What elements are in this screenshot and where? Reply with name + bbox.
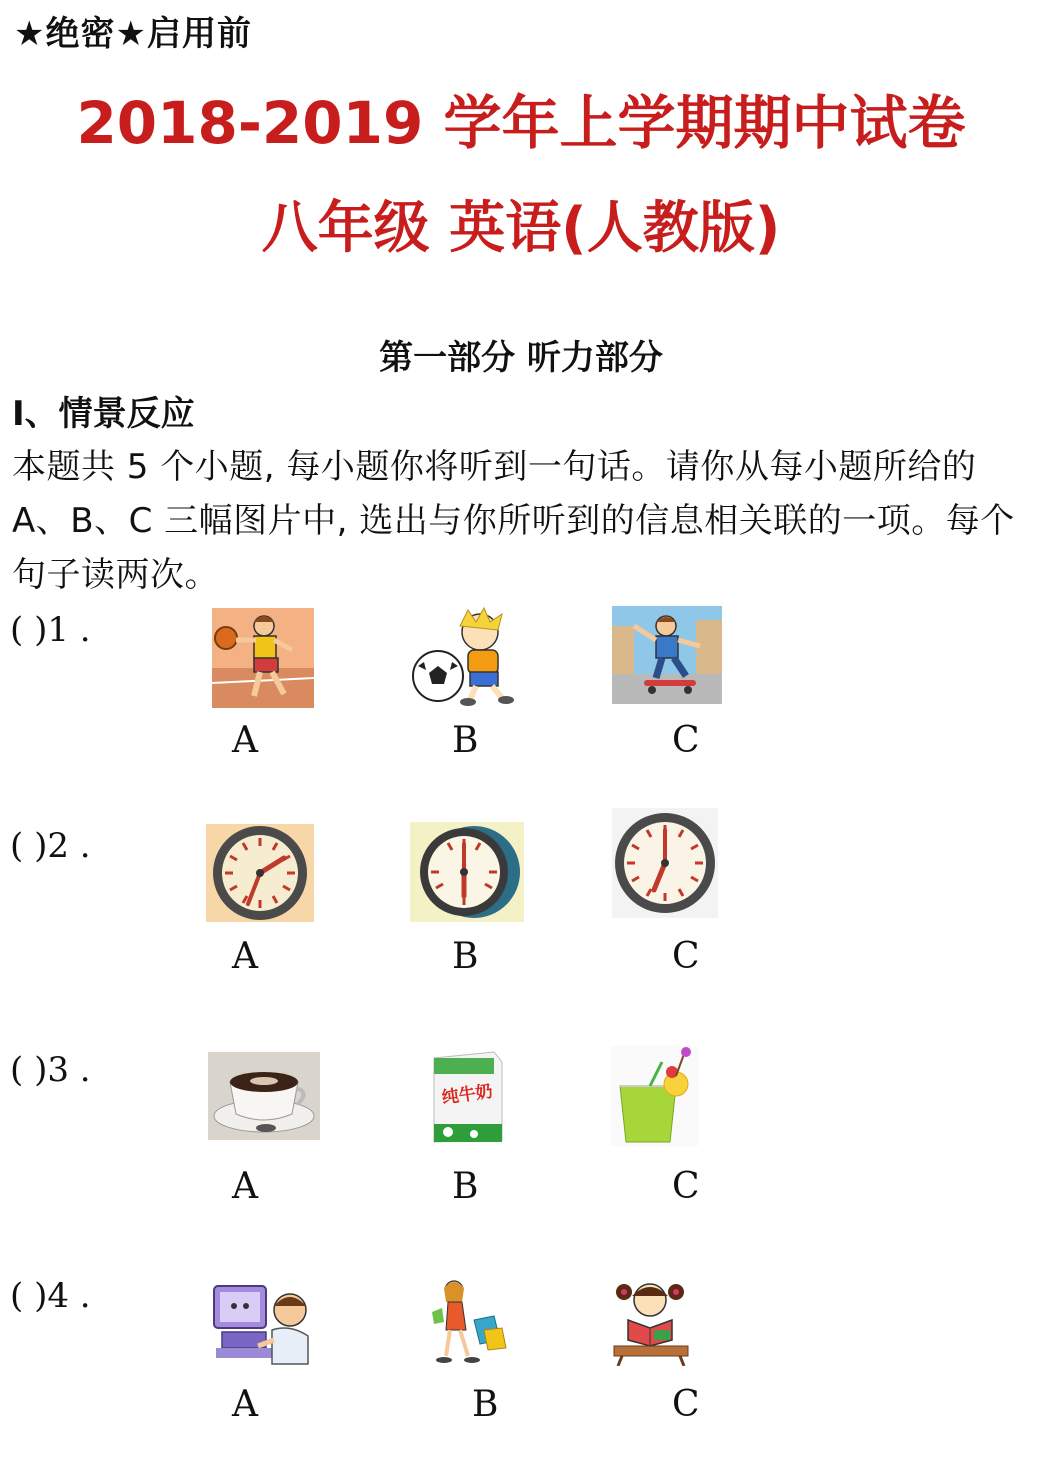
confidential-label: ★绝密★启用前 — [14, 14, 252, 54]
exam-subtitle: 八年级 英语(人教版) — [261, 196, 781, 261]
section-title: I、情景反应 — [12, 394, 195, 434]
question-label: ( )3 . — [10, 1050, 91, 1090]
question-4 — [0, 1272, 1042, 1472]
coffee-cup-icon — [208, 1052, 320, 1140]
option-letter: B — [472, 1384, 499, 1425]
option-letter: C — [672, 1166, 700, 1207]
basketball-player-icon — [212, 608, 314, 708]
option-letter: A — [232, 1384, 258, 1425]
question-1 — [0, 606, 1042, 806]
question-label: ( )4 . — [10, 1276, 91, 1316]
question-3 — [0, 1046, 1042, 1246]
option-letter: A — [232, 1166, 258, 1207]
juice-glass-icon — [610, 1046, 698, 1146]
clock-icon — [410, 822, 524, 922]
option-letter: B — [452, 1166, 479, 1207]
option-letter: A — [232, 936, 258, 977]
option-letter: B — [452, 936, 479, 977]
part-title: 第一部分 听力部分 — [379, 338, 663, 378]
milk-carton-icon — [430, 1048, 506, 1144]
soccer-boy-icon — [410, 606, 525, 706]
computer-user-icon — [210, 1280, 314, 1368]
exam-title: 2018-2019 学年上学期期中试卷 — [76, 89, 966, 157]
option-letter: A — [232, 720, 258, 761]
skateboarder-icon — [612, 606, 722, 704]
section-instructions: 本题共 5 个小题, 每小题你将听到一句话。请你从每小题所给的 A、B、C 三幅图片中, 选出与你所听到的信息相关联的一项。每个句子读两次。 — [12, 447, 1015, 595]
clock-icon — [206, 824, 314, 922]
question-label: ( )1 . — [10, 610, 91, 650]
reading-girl-icon — [610, 1276, 692, 1366]
option-letter: B — [452, 720, 479, 761]
shopping-woman-icon — [428, 1278, 510, 1366]
option-letter: C — [672, 1384, 700, 1425]
question-label: ( )2 . — [10, 826, 91, 866]
option-letter: C — [672, 936, 700, 977]
milk-label: 纯牛奶 — [440, 1081, 494, 1109]
clock-icon — [612, 808, 718, 918]
question-2 — [0, 822, 1042, 1022]
option-letter: C — [672, 720, 700, 761]
